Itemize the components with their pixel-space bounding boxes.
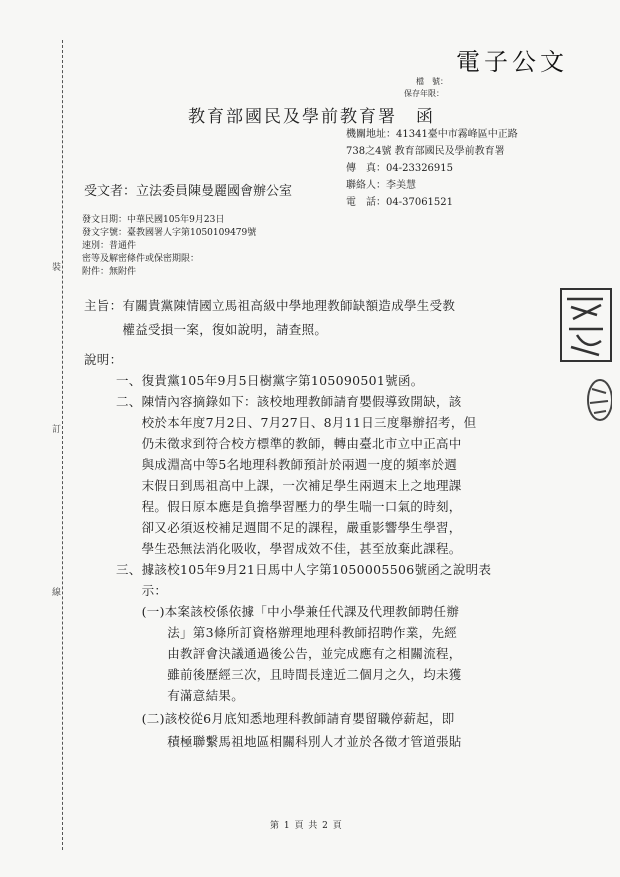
body-line: (二)該校從6月底知悉地理科教師請育嬰留職停薪起，即	[116, 711, 455, 726]
seal-fragment-icon	[584, 375, 612, 425]
retention-label: 保存年限：	[404, 89, 444, 98]
body-line: 一、復貴黨105年9月5日樹黨字第105090501號函。	[116, 373, 424, 388]
agency-info-line: 聯絡人：李美慧	[346, 180, 416, 191]
body-line: 示：	[116, 583, 168, 598]
body-line: 程。假日原本應是負擔學習壓力的學生喘一口氣的時刻，	[116, 499, 462, 514]
electronic-document-stamp: 電子公文	[456, 48, 568, 76]
subject-line: 主旨：有關貴黨陳情國立馬祖高級中學地理教師缺額造成學生受教	[84, 298, 456, 313]
body-line: 積極聯繫馬祖地區相關科別人才並於各徵才管道張貼	[116, 734, 462, 749]
body-line: 仍未徵求到符合校方標準的教師，轉由臺北市立中正高中	[116, 436, 462, 451]
document-title: 教育部國民及學前教育署 函	[188, 107, 435, 127]
doc-info-line: 發文字號：臺教國署人字第1050109479號	[82, 228, 257, 238]
body-line: 有滿意結果。	[116, 688, 245, 703]
body-line: 由教評會決議通過後公告，並完成應有之相關流程，	[116, 646, 462, 661]
body-line: 校於本年度7月2日、7月27日、8月11日三度舉辦招考，但	[116, 415, 477, 430]
agency-info-line: 738之4號 教育部國民及學前教育署	[346, 146, 505, 157]
doc-info-line: 附件：無附件	[82, 267, 137, 277]
body-line: 法」第3條所訂資格辦理地理科教師招聘作業，先經	[116, 625, 458, 640]
binding-line	[62, 40, 63, 850]
agency-info-line: 傳 真：04-23326915	[346, 163, 454, 174]
body-line: 卻又必須返校補足週間不足的課程，嚴重影響學生學習，	[116, 520, 462, 535]
body-line: 三、據該校105年9月21日馬中人字第1050005506號函之說明表	[116, 562, 492, 577]
explanation-label: 說明：	[84, 352, 123, 367]
body-line: 與成淵高中等5名地理科教師預計於兩週一度的頻率於週	[116, 457, 458, 472]
binding-mark-3: 線	[52, 583, 61, 600]
doc-info-line: 速別：普通件	[82, 241, 137, 251]
body-line: 末假日到馬祖高中上課，一次補足學生兩週末上之地理課	[116, 478, 462, 493]
body-line: 學生恐無法消化吸收，學習成效不佳，甚至放棄此課程。	[116, 541, 462, 556]
agency-info-line: 機關地址：41341臺中市霧峰區中正路	[346, 129, 518, 140]
binding-mark-2: 訂	[52, 420, 61, 437]
file-number-label: 檔 號：	[416, 77, 448, 86]
body-line: 二、陳情內容摘錄如下：該校地理教師請育嬰假導致開缺，該	[116, 394, 462, 409]
subject-line: 權益受損一案，復如說明，請查照。	[84, 322, 328, 337]
recipient: 受文者：立法委員陳曼麗國會辦公室	[84, 184, 293, 199]
doc-info-line: 發文日期：中華民國105年9月23日	[82, 215, 225, 225]
seal-stamp-icon	[557, 285, 613, 365]
body-line: (一)本案該校係依據「中小學兼任代課及代理教師聘任辦	[116, 604, 460, 619]
doc-info-line: 密等及解密條件或保密期限：	[82, 254, 200, 264]
page-footer: 第 1 頁 共 2 頁	[270, 821, 343, 831]
body-line: 雖前後歷經三次，且時間長達近二個月之久，均未獲	[116, 667, 462, 682]
agency-info-line: 電 話：04-37061521	[346, 197, 454, 208]
agency-info-list	[346, 126, 518, 211]
binding-mark-1: 裝	[52, 258, 61, 275]
